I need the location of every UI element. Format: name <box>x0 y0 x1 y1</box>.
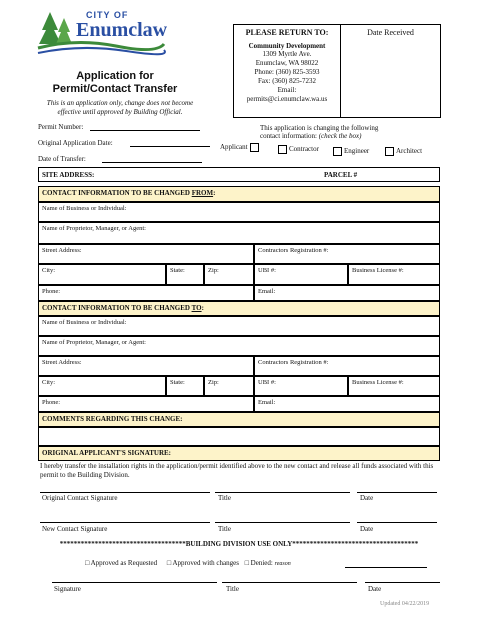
to-bus-license[interactable] <box>348 376 440 396</box>
approval-options <box>85 559 291 569</box>
orig-title-label: Title <box>218 494 231 502</box>
from-heading-post: : <box>213 189 216 197</box>
from-street[interactable] <box>38 244 254 264</box>
engineer-box-icon[interactable] <box>333 147 342 156</box>
checkbox-engineer[interactable] <box>333 147 369 156</box>
date-transfer-field[interactable] <box>102 162 202 163</box>
from-email-label: Email: <box>258 288 276 295</box>
date-received: Date Received <box>367 28 414 37</box>
updated-date: Updated 04/22/2019 <box>380 601 430 607</box>
engineer-label: Engineer <box>344 147 370 156</box>
from-phone-label: Phone: <box>42 288 61 295</box>
from-ubi[interactable] <box>254 264 348 285</box>
comments-heading: COMMENTS REGARDING THIS CHANGE: <box>38 412 440 427</box>
new-date-label: Date <box>360 525 374 533</box>
new-title-label: Title <box>218 525 231 533</box>
to-heading-u: TO <box>191 304 202 312</box>
orig-app-date-label: Original Application Date: <box>38 139 113 147</box>
permit-number-field[interactable] <box>90 130 200 131</box>
new-signature-label: New Contact Signature <box>42 525 108 533</box>
return-address-panel <box>234 25 341 117</box>
contractor-box-icon[interactable] <box>278 145 287 154</box>
from-city-label: City: <box>42 267 56 274</box>
approved-checkbox-icon[interactable]: □ <box>85 559 90 567</box>
changing-line2-text: contact information: <box>260 132 317 140</box>
to-proprietor[interactable] <box>38 336 440 356</box>
transfer-statement: I hereby transfer the installation rights in the application/permit identified above to the new contact and release all funds associated with this permit to the Building Division. <box>40 462 434 479</box>
return-email-label: Email: <box>277 86 297 94</box>
from-bus-license-label: Business License #: <box>352 267 404 274</box>
orig-date-field[interactable] <box>357 492 437 493</box>
to-proprietor-label: Name of Proprietor, Manager, or Agent: <box>42 339 146 346</box>
approved-changes-checkbox-icon[interactable]: □ <box>166 559 172 567</box>
checkbox-architect[interactable] <box>385 147 422 156</box>
checkbox-contractor[interactable] <box>278 145 319 154</box>
from-proprietor[interactable] <box>38 222 440 244</box>
parcel-label: PARCEL # <box>324 171 358 179</box>
orig-app-date-field[interactable] <box>130 146 210 147</box>
orig-title-field[interactable] <box>215 492 350 493</box>
division-title-field[interactable] <box>222 582 357 583</box>
division-banner: ************************************BUILDING DIVISION USE ONLY************************************ <box>59 540 419 548</box>
to-contractors-reg[interactable] <box>254 356 440 376</box>
orig-date-label: Date <box>360 494 374 502</box>
changing-line1: This application is changing the following <box>260 124 379 132</box>
changing-hint: (check the box) <box>318 132 362 140</box>
from-bus-license[interactable] <box>348 264 440 285</box>
from-section-heading <box>38 186 440 202</box>
denied-label: Denied: <box>250 559 273 567</box>
from-business-label: Name of Business or Individual: <box>42 205 127 212</box>
new-date-field[interactable] <box>357 522 437 523</box>
from-email[interactable] <box>254 285 440 301</box>
to-city[interactable] <box>38 376 166 396</box>
from-ubi-label: UBI #: <box>258 267 276 274</box>
to-email-label: Email: <box>258 399 276 406</box>
return-addr2: Enumclaw, WA 98022 <box>255 59 319 67</box>
date-transfer-label: Date of Transfer: <box>38 155 86 163</box>
site-address-row[interactable] <box>38 167 440 182</box>
from-contractors-reg[interactable] <box>254 244 440 264</box>
denied-reason: reason <box>274 561 291 567</box>
from-heading-pre: CONTACT INFORMATION TO BE CHANGED <box>42 189 192 197</box>
applicant-box-icon[interactable] <box>250 143 259 152</box>
page-title-line1: Application for <box>76 70 154 82</box>
from-zip-label: Zip: <box>208 267 219 274</box>
return-org: Community Development <box>248 42 326 50</box>
from-phone[interactable] <box>38 285 254 301</box>
orig-signature-field[interactable] <box>40 492 210 493</box>
to-bus-license-label: Business License #: <box>352 379 404 386</box>
architect-box-icon[interactable] <box>385 147 394 156</box>
from-proprietor-label: Name of Proprietor, Manager, or Agent: <box>42 225 146 232</box>
city-logo <box>36 8 166 56</box>
changing-line2 <box>260 132 361 141</box>
to-street[interactable] <box>38 356 254 376</box>
checkbox-applicant[interactable] <box>220 143 261 152</box>
from-street-label: Street Address: <box>42 247 82 254</box>
return-to-box <box>233 24 441 118</box>
from-business[interactable] <box>38 202 440 222</box>
logo-city-of: CITY OF <box>86 10 129 20</box>
to-email[interactable] <box>254 396 440 412</box>
to-heading-post: : <box>201 304 204 312</box>
return-phone: Phone: (360) 825-3593 <box>254 68 320 76</box>
site-address-label: SITE ADDRESS: <box>42 171 95 179</box>
approved-label: Approved as Requested <box>90 559 158 567</box>
division-signature-label: Signature <box>54 585 81 593</box>
to-phone-label: Phone: <box>42 399 61 406</box>
from-zip[interactable] <box>204 264 254 285</box>
to-section-heading <box>38 301 440 316</box>
division-title-label: Title <box>226 585 239 593</box>
application-note-line1: This is an application only, change does not become <box>46 99 194 107</box>
to-city-label: City: <box>42 379 56 386</box>
return-fax: Fax: (360) 825-7232 <box>258 77 316 85</box>
page-title-line2: Permit/Contact Transfer <box>52 83 178 95</box>
to-business[interactable] <box>38 316 440 336</box>
application-note-line2: effective until approved by Building Official. <box>57 108 183 116</box>
from-state-label: State: <box>170 267 185 274</box>
orig-signature-label: Original Contact Signature <box>42 494 118 502</box>
from-city[interactable] <box>38 264 166 285</box>
to-phone[interactable] <box>38 396 254 412</box>
to-ubi-label: UBI #: <box>258 379 276 386</box>
new-title-field[interactable] <box>215 522 350 523</box>
new-signature-field[interactable] <box>40 522 210 523</box>
comments-field[interactable] <box>38 427 440 446</box>
applicant-label: Applicant <box>220 143 248 152</box>
to-street-label: Street Address: <box>42 359 82 366</box>
from-heading-u: FROM <box>191 189 214 197</box>
division-signature-field[interactable] <box>52 582 217 583</box>
from-contractors-reg-label: Contractors Registration #: <box>258 247 329 254</box>
division-date-label: Date <box>368 585 382 593</box>
logo-enumclaw: Enumclaw <box>76 19 168 41</box>
approved-changes-label: Approved with changes <box>172 559 239 567</box>
denied-reason-field[interactable] <box>345 567 427 568</box>
architect-label: Architect <box>396 147 423 156</box>
to-business-label: Name of Business or Individual: <box>42 319 127 326</box>
to-zip-label: Zip: <box>208 379 219 386</box>
return-email: permits@ci.enumclaw.wa.us <box>246 95 328 103</box>
to-state-label: State: <box>170 379 185 386</box>
signature-heading: ORIGINAL APPLICANT'S SIGNATURE: <box>38 446 440 461</box>
to-heading-pre: CONTACT INFORMATION TO BE CHANGED <box>42 304 192 312</box>
contractor-label: Contractor <box>289 145 319 154</box>
to-contractors-reg-label: Contractors Registration #: <box>258 359 329 366</box>
division-date-field[interactable] <box>365 582 440 583</box>
from-state[interactable] <box>166 264 204 285</box>
to-state[interactable] <box>166 376 204 396</box>
to-zip[interactable] <box>204 376 254 396</box>
denied-checkbox-icon[interactable]: □ <box>244 559 249 567</box>
return-heading: PLEASE RETURN TO: <box>245 28 329 37</box>
permit-number-label: Permit Number: <box>38 123 84 131</box>
to-ubi[interactable] <box>254 376 348 396</box>
return-addr1: 1309 Myrtle Ave. <box>262 50 312 58</box>
